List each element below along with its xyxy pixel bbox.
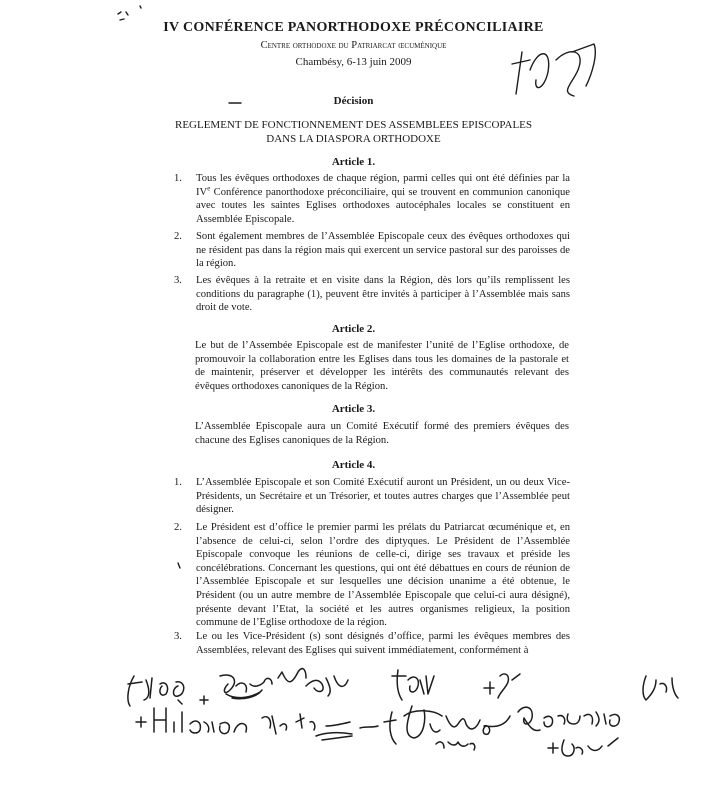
- heading-line-1: REGLEMENT DE FONCTIONNEMENT DES ASSEMBLEES EPISCOPALES: [174, 119, 533, 131]
- signature-3: [392, 670, 434, 700]
- margin-mark: [118, 6, 141, 20]
- item-number: 2.: [174, 522, 182, 533]
- place-date: Chambésy, 6-13 juin 2009: [295, 56, 412, 68]
- item-text: Sont également membres de l’Assemblée Episcopale ceux des évêques orthodoxes qui ne résident pas dans la région mais qui exercent un service pastoral sur des paroisses de la région.: [196, 231, 570, 270]
- signature-4: [484, 674, 520, 698]
- item-number: 1.: [174, 477, 182, 488]
- item-number: 2.: [174, 231, 182, 242]
- article-3-title: Article 3.: [331, 403, 376, 415]
- item-number: 3.: [174, 275, 182, 286]
- item-text-part-a: Tous les évêques orthodoxes de chaque région, parmi celles qui ont été définies par la IV: [196, 173, 570, 198]
- signature-hilarion: [136, 708, 247, 734]
- signature-1: [128, 676, 184, 706]
- conference-title: IV CONFÉRENCE PANORTHODOXE PRÉCONCILIAIRE: [163, 20, 544, 35]
- item-text: Le Président est d’office le premier parmi les prélats du Patriarcat œcuménique et, en l’absence de celui-ci, selon l’ordre des diptyques. Le Président de l’Assemblée Episcopale convoque les réunions de celle-ci, dirige ses travaux et préside les concélébrations. Concernant les questions, qui ont été débattues en cours de réunion de l’Assemblée Episcopale et sur lesquelles une décision unanime a été obtenue, le Président (ou un autre membre de l’Assemblée Episcopale que celui-ci aura désigné), présente devant l’Etat, la société et les autres organismes religieux, la position commune de l’Eglise orthodoxe de la région.: [196, 522, 570, 629]
- superscript: e: [207, 184, 211, 193]
- item-text: L’Assemblée Episcopale et son Comité Exécutif auront un Président, un ou deux Vice-Présidents, un Secrétaire et un Trésorier, et toutes autres charges que l’Assemblée peut désigner.: [196, 477, 570, 516]
- item-text: Le ou les Vice-Président (s) sont désignés d’office, parmi les évêques membres des Assemblées, relevant des Eglises qui suivent immédiatement, conformément à: [196, 631, 570, 656]
- initials-scrawl-top: [512, 44, 595, 96]
- conference-subtitle: Centre orthodoxe du Patriarcat œcuménique: [260, 40, 447, 51]
- signature-6: [262, 714, 378, 740]
- signature-8: [518, 707, 619, 730]
- item-text-part-b: Conférence panorthodoxe préconciliaire, qui se trouvent en communion canonique avec toutes les saintes Eglises orthodoxes autocéphales locales se constituent en Assemblée Episcopale.: [196, 186, 570, 225]
- item-text: Les évêques à la retraite et en visite dans la Région, dès lors qu’ils remplissent les conditions du paragraphe (1), peuvent être invités à participer à l’Assemblée mais sans droit de vote.: [196, 275, 570, 314]
- article-4-title: Article 4.: [331, 459, 376, 471]
- article-2-title: Article 2.: [331, 323, 376, 335]
- signature-2: [200, 675, 272, 704]
- signature-9: [548, 738, 618, 756]
- article-1-title: Article 1.: [331, 156, 376, 168]
- item-number: 1.: [174, 173, 182, 184]
- signature-7: [384, 706, 510, 744]
- signature-5: [643, 676, 678, 700]
- signature-7b: [436, 742, 475, 750]
- article-3-text: L’Assemblée Episcopale aura un Comité Exécutif formé des premiers évêques des chacune des Eglises canoniques de la Région.: [195, 421, 569, 446]
- signatures-block: [128, 669, 678, 756]
- heading-line-2: DANS LA DIASPORA ORTHODOXE: [266, 133, 441, 145]
- decision-label: Décision: [333, 95, 374, 107]
- signature-2b: [278, 669, 348, 696]
- article-2-text: Le but de l’Assembée Episcopale est de manifester l’unité de l’Eglise orthodoxe, de promouvoir la collaboration entre les Eglises dans tous les domaines de la pastorale et de maintenir, préserver et développer les intérêts des communautés relevant des évêques orthodoxes canoniques de la Région.: [195, 340, 569, 392]
- item-number: 3.: [174, 631, 182, 642]
